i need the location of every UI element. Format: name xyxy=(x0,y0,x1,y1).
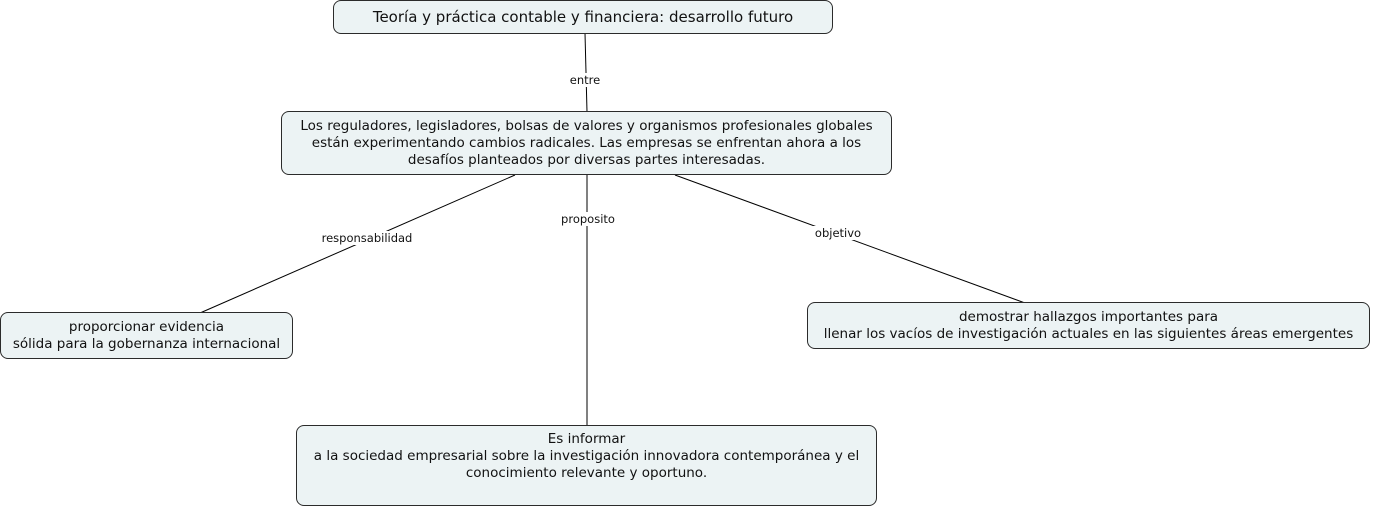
concept-inform[interactable] xyxy=(296,425,877,506)
link-label-objetivo: objetivo xyxy=(814,226,862,240)
concept-title-line-1: Teoría y práctica contable y financiera: desarrollo futuro xyxy=(372,8,794,26)
concept-context-line-2: están experimentando cambios radicales. Las empresas se enfrentan ahora a los xyxy=(311,135,862,151)
concept-findings-line-2: llenar los vacíos de investigación actuales en las siguientes áreas emergentes xyxy=(823,326,1354,342)
concept-findings[interactable] xyxy=(807,302,1370,349)
concept-evidence-line-1: proporcionar evidencia xyxy=(68,319,225,335)
concept-evidence-line-2: sólida para la gobernanza internacional xyxy=(12,336,281,352)
concept-context[interactable] xyxy=(281,111,892,175)
concept-evidence[interactable] xyxy=(0,312,293,359)
link-label-entre: entre xyxy=(569,73,601,87)
concept-inform-line-3: conocimiento relevante y oportuno. xyxy=(465,465,708,481)
concept-inform-line-2: a la sociedad empresarial sobre la investigación innovadora contemporánea y el xyxy=(313,448,860,464)
link-label-proposito: proposito xyxy=(561,212,615,226)
concept-context-line-3: desafíos planteados por diversas partes interesadas. xyxy=(407,152,766,168)
concept-findings-line-1: demostrar hallazgos importantes para xyxy=(958,309,1219,325)
link-label-responsabilidad: responsabilidad xyxy=(321,231,413,245)
concept-title[interactable] xyxy=(333,0,833,34)
concept-context-line-1: Los reguladores, legisladores, bolsas de valores y organismos profesionales globales xyxy=(300,118,873,134)
concept-inform-line-1: Es informar xyxy=(547,431,626,447)
